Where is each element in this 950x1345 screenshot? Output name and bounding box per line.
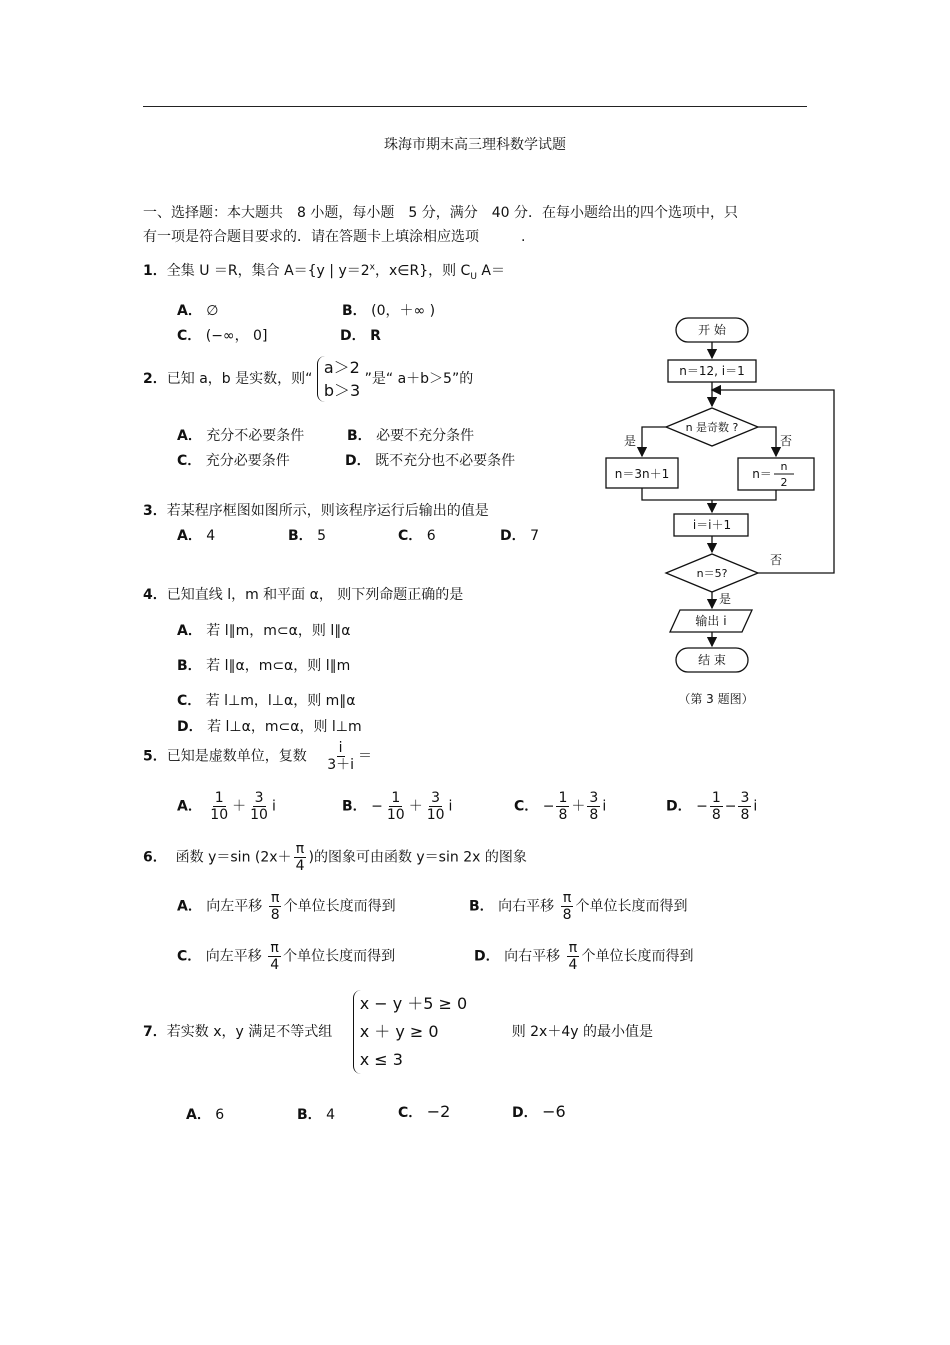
fc-yes2: 是	[718, 592, 732, 606]
q6-fn: π	[295, 841, 305, 857]
q7-option-b[interactable]	[297, 1104, 335, 1124]
q5-a-frac2	[248, 790, 270, 823]
q5-b-n2: 3	[431, 790, 441, 806]
q2-b-label: B．	[347, 428, 372, 444]
q6-d-fd: 4	[568, 957, 578, 974]
q5-a-i: i	[271, 798, 276, 815]
q5-number: 5．	[143, 748, 167, 765]
q5-a-n1: 1	[214, 790, 224, 806]
q5-d-i: i	[753, 798, 758, 815]
question-5	[143, 740, 372, 773]
q6-a-fn: π	[270, 890, 280, 906]
q1-option-b[interactable]	[342, 300, 435, 320]
q2-option-a[interactable]	[177, 425, 304, 445]
q6-option-d[interactable]	[474, 940, 693, 973]
q6-a-label: A．	[177, 898, 202, 915]
q3-d-value: 7	[530, 528, 539, 544]
q6-d-post: 个单位长度而得到	[581, 948, 694, 965]
q4-d-label: D．	[177, 719, 203, 735]
question-3	[143, 500, 489, 520]
q3-b-label: B．	[288, 528, 313, 544]
q4-a-label: A．	[177, 623, 202, 639]
q1-d-label: D．	[340, 328, 366, 344]
q6-frac	[294, 841, 307, 874]
q2-c-label: C．	[177, 453, 202, 469]
q6-option-a[interactable]	[177, 890, 396, 923]
q5-b-sign: −	[371, 798, 383, 815]
question-4	[143, 584, 463, 604]
fc-left: n＝3n＋1	[614, 467, 670, 481]
q5-a-n2: 3	[254, 790, 264, 806]
q6-fd: 4	[295, 858, 305, 875]
q7-a-label: A．	[186, 1107, 211, 1123]
q1-c-value: (−∞， 0]	[205, 328, 268, 344]
q6-option-c[interactable]	[177, 940, 395, 973]
q5-a-op: ＋	[232, 798, 247, 815]
q5-option-a[interactable]	[177, 790, 276, 823]
q5-b-label: B．	[342, 798, 367, 815]
q7-c-value: −2	[426, 1102, 451, 1121]
q4-option-d[interactable]	[177, 716, 362, 736]
q1-c-label: C．	[177, 328, 202, 344]
q7-system	[353, 990, 468, 1074]
q2-option-b[interactable]	[347, 425, 474, 445]
q2-s2: b＞3	[323, 381, 361, 401]
q2-pre: 已知 a，b 是实数，则“	[166, 371, 313, 388]
q5-a-d1: 10	[210, 807, 229, 824]
fc-no: 否	[779, 434, 793, 448]
q7-option-a[interactable]	[186, 1104, 224, 1124]
question-6	[143, 841, 527, 874]
q7-c-label: C．	[398, 1105, 423, 1121]
q5-b-frac1	[385, 790, 407, 823]
q7-d-value: −6	[542, 1102, 566, 1121]
q1-sup: x	[369, 262, 375, 273]
q2-b-value: 必要不充分条件	[376, 428, 475, 444]
q2-s1: a＞2	[323, 358, 360, 377]
q5-d-n1: 1	[711, 790, 721, 806]
q1-option-c[interactable]	[177, 325, 267, 345]
q3-option-b[interactable]	[288, 525, 326, 545]
q6-b-frac	[561, 890, 574, 923]
q2-number: 2．	[143, 371, 167, 388]
q6-number: 6．	[143, 849, 167, 866]
q5-d-sign: −	[696, 798, 708, 815]
q6-pre: 函数 y＝sin (2x＋	[175, 849, 292, 866]
q5-fd: 3＋i	[327, 757, 354, 774]
fc-right-num: n	[780, 460, 788, 473]
q6-d-frac	[567, 940, 580, 973]
q2-d-label: D．	[345, 453, 371, 469]
q2-a-value: 充分不必要条件	[206, 428, 305, 444]
q3-option-a[interactable]	[177, 525, 215, 545]
q3-b-value: 5	[317, 528, 327, 544]
top-rule	[143, 106, 807, 107]
q3-d-label: D．	[500, 528, 526, 544]
q7-number: 7．	[143, 1024, 167, 1040]
fc-init: n＝12, i＝1	[679, 364, 745, 378]
q1-text3: A＝	[476, 263, 505, 279]
q6-a-post: 个单位长度而得到	[283, 898, 396, 915]
question-7	[143, 990, 653, 1074]
q1-number: 1．	[143, 263, 167, 279]
q5-fn: i	[338, 740, 343, 756]
q6-a-frac	[269, 890, 282, 923]
q3-option-d[interactable]	[500, 525, 539, 545]
q6-c-pre: 向左平移	[205, 948, 262, 965]
q6-b-pre: 向右平移	[498, 898, 555, 915]
q3-a-label: A．	[177, 528, 202, 544]
question-1	[143, 260, 505, 282]
section-intro-line2: 有一项是符合题目要求的．请在答题卡上填涂相应选项 .	[143, 229, 526, 245]
fc-start: 开 始	[698, 323, 726, 337]
q5-b-d1: 10	[386, 807, 405, 824]
q6-c-frac	[268, 940, 281, 973]
q4-c-label: C．	[177, 693, 202, 709]
q4-option-a[interactable]	[177, 620, 350, 640]
q4-b-value: 若 l∥α，m⊂α，则 l∥m	[206, 658, 351, 674]
q4-number: 4．	[143, 587, 167, 603]
q5-a-label: A．	[177, 798, 202, 815]
q7-option-c[interactable]	[398, 1102, 450, 1122]
section-intro-line1: 一、选择题：本大题共 8 小题，每小题 5 分，满分 40 分．在每小题给出的四个选项中，只	[143, 205, 738, 221]
q5-c-d2: 8	[589, 807, 599, 824]
q6-b-label: B．	[469, 898, 494, 915]
q6-d-fn: π	[568, 940, 578, 956]
q6-b-fn: π	[562, 890, 572, 906]
q1-sub: U	[470, 271, 477, 282]
q7-pre: 若实数 x，y 满足不等式组	[166, 1024, 333, 1040]
q5-option-c[interactable]	[514, 790, 606, 823]
q1-b-value: (0，＋∞ )	[371, 303, 436, 319]
q4-d-value: 若 l⊥α，m⊂α，则 l⊥m	[207, 719, 362, 735]
q5-a-frac1	[208, 790, 230, 823]
q3-number: 3．	[143, 503, 167, 519]
fc-inc: i＝i＋1	[692, 518, 732, 532]
q7-s2: x ＋ y ≥ 0	[359, 1022, 439, 1041]
q5-option-b[interactable]	[342, 790, 452, 823]
fc-right-den: 2	[780, 476, 788, 489]
q3-text: 若某程序框图如图所示，则该程序运行后输出的值是	[166, 503, 489, 519]
fc-yes: 是	[623, 434, 637, 448]
q6-option-b[interactable]	[469, 890, 688, 923]
q6-b-post: 个单位长度而得到	[575, 898, 688, 915]
q1-d-value: R	[370, 328, 381, 344]
fc-right-pre: n＝	[752, 467, 772, 481]
q4-option-b[interactable]	[177, 655, 350, 675]
q5-b-frac2	[425, 790, 447, 823]
q2-option-d[interactable]	[345, 450, 515, 470]
fc-cond2: n＝5?	[696, 567, 728, 580]
q7-s3: x ≤ 3	[359, 1050, 403, 1069]
q2-option-c[interactable]	[177, 450, 290, 470]
q5-b-op: ＋	[408, 798, 423, 815]
q5-c-label: C．	[514, 798, 539, 815]
q7-d-label: D．	[512, 1105, 538, 1121]
q3-c-value: 6	[426, 528, 436, 544]
q6-a-pre: 向左平移	[206, 898, 263, 915]
q5-c-op: ＋	[571, 798, 586, 815]
q5-b-i: i	[448, 798, 453, 815]
q7-a-value: 6	[215, 1107, 225, 1123]
q5-c-n2: 3	[589, 790, 599, 806]
q3-a-value: 4	[206, 528, 216, 544]
q7-b-value: 4	[326, 1107, 336, 1123]
q6-c-post: 个单位长度而得到	[283, 948, 396, 965]
q4-option-c[interactable]	[177, 690, 356, 710]
q6-a-fd: 8	[270, 907, 280, 924]
fc-caption: （第 3 题图）	[678, 692, 754, 706]
q7-b-label: B．	[297, 1107, 322, 1123]
q2-c-value: 充分必要条件	[205, 453, 290, 469]
q5-c-d1: 8	[558, 807, 568, 824]
q4-a-value: 若 l∥m，m⊂α，则 l∥α	[206, 623, 351, 639]
q5-d-op: −	[724, 798, 737, 815]
q7-s1: x − y ＋5 ≥ 0	[359, 994, 468, 1013]
q5-fraction	[325, 740, 356, 773]
q6-c-label: C．	[177, 948, 202, 965]
fc-cond1: n 是奇数 ?	[685, 421, 739, 434]
q5-c-frac1	[556, 790, 569, 823]
q1-option-a[interactable]	[177, 300, 219, 320]
q6-c-fd: 4	[270, 957, 280, 974]
q5-d-d1: 8	[711, 807, 721, 824]
q5-c-i: i	[602, 798, 607, 815]
q1-option-d[interactable]	[340, 325, 381, 345]
q1-text2: ，x∈R}，则 C	[374, 263, 471, 279]
q6-b-fd: 8	[562, 907, 572, 924]
q6-c-fn: π	[270, 940, 279, 956]
q5-text: 已知是虚数单位，复数	[166, 748, 307, 765]
q7-post: 则 2x＋4y 的最小值是	[511, 1024, 653, 1040]
q7-option-d[interactable]	[512, 1102, 566, 1122]
flowchart	[600, 312, 840, 712]
page-title: 珠海市期末高三理科数学试题	[384, 137, 566, 153]
q6-post: )的图象可由函数 y＝sin 2x 的图象	[308, 849, 527, 866]
q5-b-n1: 1	[391, 790, 401, 806]
q4-b-label: B．	[177, 658, 202, 674]
q2-post: ”是“ a＋b＞5”的	[364, 371, 474, 388]
q5-c-frac2	[587, 790, 600, 823]
q3-c-label: C．	[398, 528, 423, 544]
q5-b-d2: 10	[426, 807, 445, 824]
q1-a-label: A．	[177, 303, 202, 319]
q5-d-n2: 3	[740, 790, 750, 806]
q5-option-d[interactable]	[666, 790, 757, 823]
q4-text: 已知直线 l，m 和平面 α， 则下列命题正确的是	[166, 587, 464, 603]
q5-c-sign: −	[542, 798, 555, 815]
fc-end: 结 束	[698, 653, 726, 667]
q1-text: 全集 U ＝R，集合 A＝{y | y＝2	[166, 263, 370, 279]
fc-output: 输出 i	[695, 614, 727, 628]
fc-no2: 否	[769, 553, 783, 567]
q3-option-c[interactable]	[398, 525, 436, 545]
question-2	[143, 356, 473, 402]
q1-a-value: ∅	[206, 303, 219, 319]
q5-d-d2: 8	[740, 807, 750, 824]
q1-b-label: B．	[342, 303, 367, 319]
q2-d-value: 既不充分也不必要条件	[375, 453, 516, 469]
q6-d-pre: 向右平移	[504, 948, 561, 965]
q5-d-frac1	[710, 790, 723, 823]
q6-d-label: D．	[474, 948, 500, 965]
q5-eq: ＝	[358, 748, 372, 765]
q5-d-label: D．	[666, 798, 692, 815]
q5-a-d2: 10	[250, 807, 268, 824]
q5-d-frac2	[738, 790, 751, 823]
q2-system	[317, 356, 360, 402]
q4-c-value: 若 l⊥m，l⊥α，则 m∥α	[205, 693, 356, 709]
q2-a-label: A．	[177, 428, 202, 444]
q5-c-n1: 1	[558, 790, 568, 806]
